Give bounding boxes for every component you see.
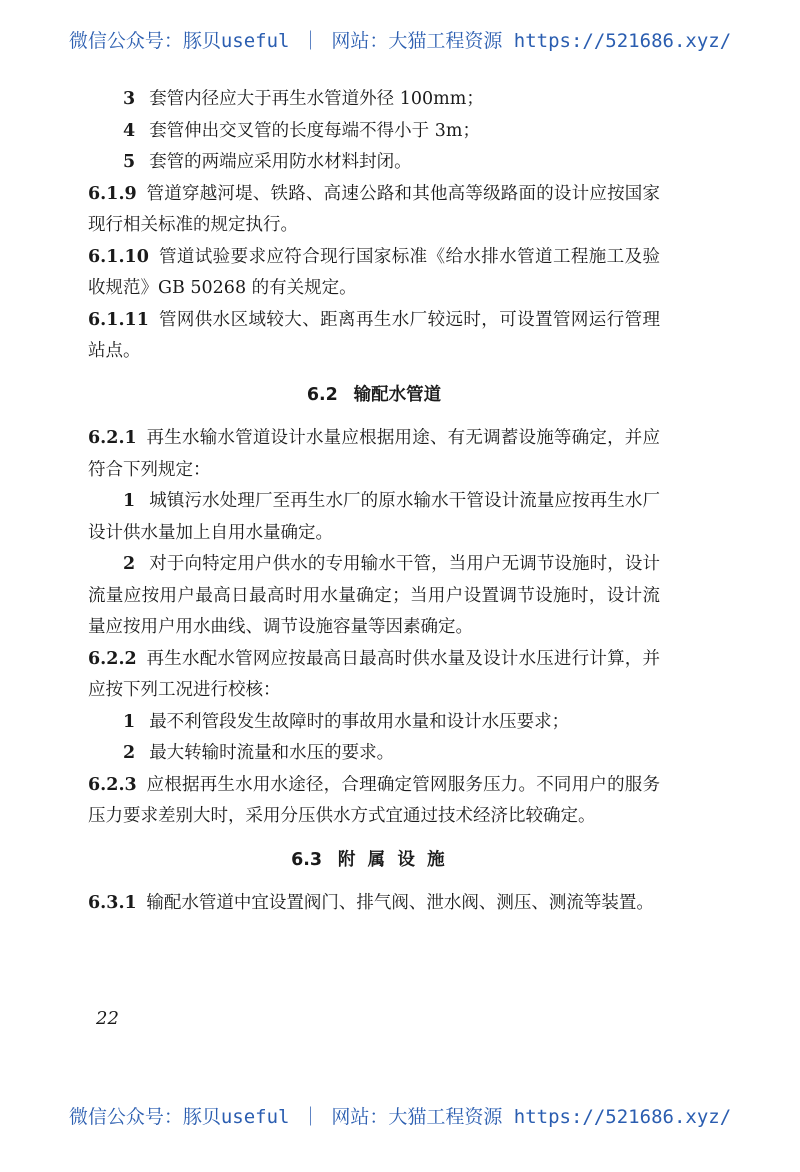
list-item	[88, 116, 660, 148]
document-body	[88, 84, 660, 920]
item-text: 最大转输时流量和水压的要求。	[149, 743, 395, 763]
list-item	[88, 147, 660, 179]
list-item	[88, 84, 660, 116]
list-item	[88, 738, 660, 770]
item-number: 1	[123, 711, 136, 732]
section-number: 6.3	[291, 849, 323, 870]
list-item	[88, 486, 660, 549]
section-title: 输配水管道	[353, 384, 442, 405]
clause-paragraph	[88, 423, 660, 486]
clause-text: 管道穿越河堤、铁路、高速公路和其他高等级路面的设计应按国家现行相关标准的规定执行。	[88, 183, 660, 235]
list-item	[88, 549, 660, 644]
clause-number: 6.1.10	[88, 246, 149, 267]
clause-paragraph	[88, 888, 660, 920]
clause-paragraph	[88, 242, 660, 305]
watermark-bottom: 微信公众号：豚贝useful ｜ 网站：大猫工程资源 https://521686.xyz/	[68, 1106, 732, 1128]
clause-text: 再生水配水管网应按最高日最高时供水量及设计水压进行计算，并应按下列工况进行校核：	[88, 648, 660, 700]
section-heading	[88, 380, 660, 412]
item-text: 城镇污水处理厂至再生水厂的原水输水干管设计流量应按再生水厂设计供水量加上自用水量确定。	[88, 491, 660, 543]
clause-text: 应根据再生水用水途径，合理确定管网服务压力。不同用户的服务压力要求差别大时，采用分压供水方式宜通过技术经济比较确定。	[88, 774, 660, 826]
clause-text: 输配水管道中宜设置阀门、排气阀、泄水阀、测压、测流等装置。	[146, 893, 654, 913]
item-text: 套管的两端应采用防水材料封闭。	[149, 152, 412, 172]
clause-number: 6.1.9	[88, 183, 137, 204]
item-number: 3	[123, 89, 136, 109]
section-number: 6.2	[306, 384, 338, 405]
item-number: 4	[123, 120, 136, 141]
item-number: 5	[123, 152, 136, 172]
clause-paragraph	[88, 644, 660, 707]
watermark-top: 微信公众号：豚贝useful ｜ 网站：大猫工程资源 https://521686.xyz/	[68, 30, 732, 52]
item-number: 2	[123, 554, 136, 574]
page-number: 22	[96, 1008, 119, 1029]
clause-number: 6.2.2	[88, 648, 137, 669]
clause-number: 6.3.1	[88, 893, 137, 913]
clause-text: 管道试验要求应符合现行国家标准《给水排水管道工程施工及验收规范》GB 50268 的有关规定。	[88, 246, 660, 298]
clause-paragraph	[88, 305, 660, 368]
item-number: 1	[123, 491, 136, 511]
clause-paragraph	[88, 179, 660, 242]
clause-number: 6.1.11	[88, 309, 149, 330]
item-text: 最不利管段发生故障时的事故用水量和设计水压要求；	[149, 711, 570, 732]
clause-number: 6.2.1	[88, 428, 137, 448]
section-title: 附属设施	[337, 849, 457, 870]
clause-paragraph	[88, 770, 660, 833]
item-text: 对于向特定用户供水的专用输水干管，当用户无调节设施时，设计流量应按用户最高日最高时用水量确定；当用户设置调节设施时，设计流量应按用户用水曲线、调节设施容量等因素确定。	[88, 554, 660, 637]
item-number: 2	[123, 743, 136, 763]
clause-text: 再生水输水管道设计水量应根据用途、有无调蓄设施等确定，并应符合下列规定：	[88, 428, 660, 480]
item-text: 套管内径应大于再生水管道外径 100mm；	[149, 89, 484, 109]
clause-number: 6.2.3	[88, 774, 137, 795]
item-text: 套管伸出交叉管的长度每端不得小于 3m；	[149, 120, 480, 141]
clause-text: 管网供水区域较大、距离再生水厂较远时，可设置管网运行管理站点。	[88, 309, 660, 361]
section-heading	[88, 845, 660, 877]
list-item	[88, 707, 660, 739]
